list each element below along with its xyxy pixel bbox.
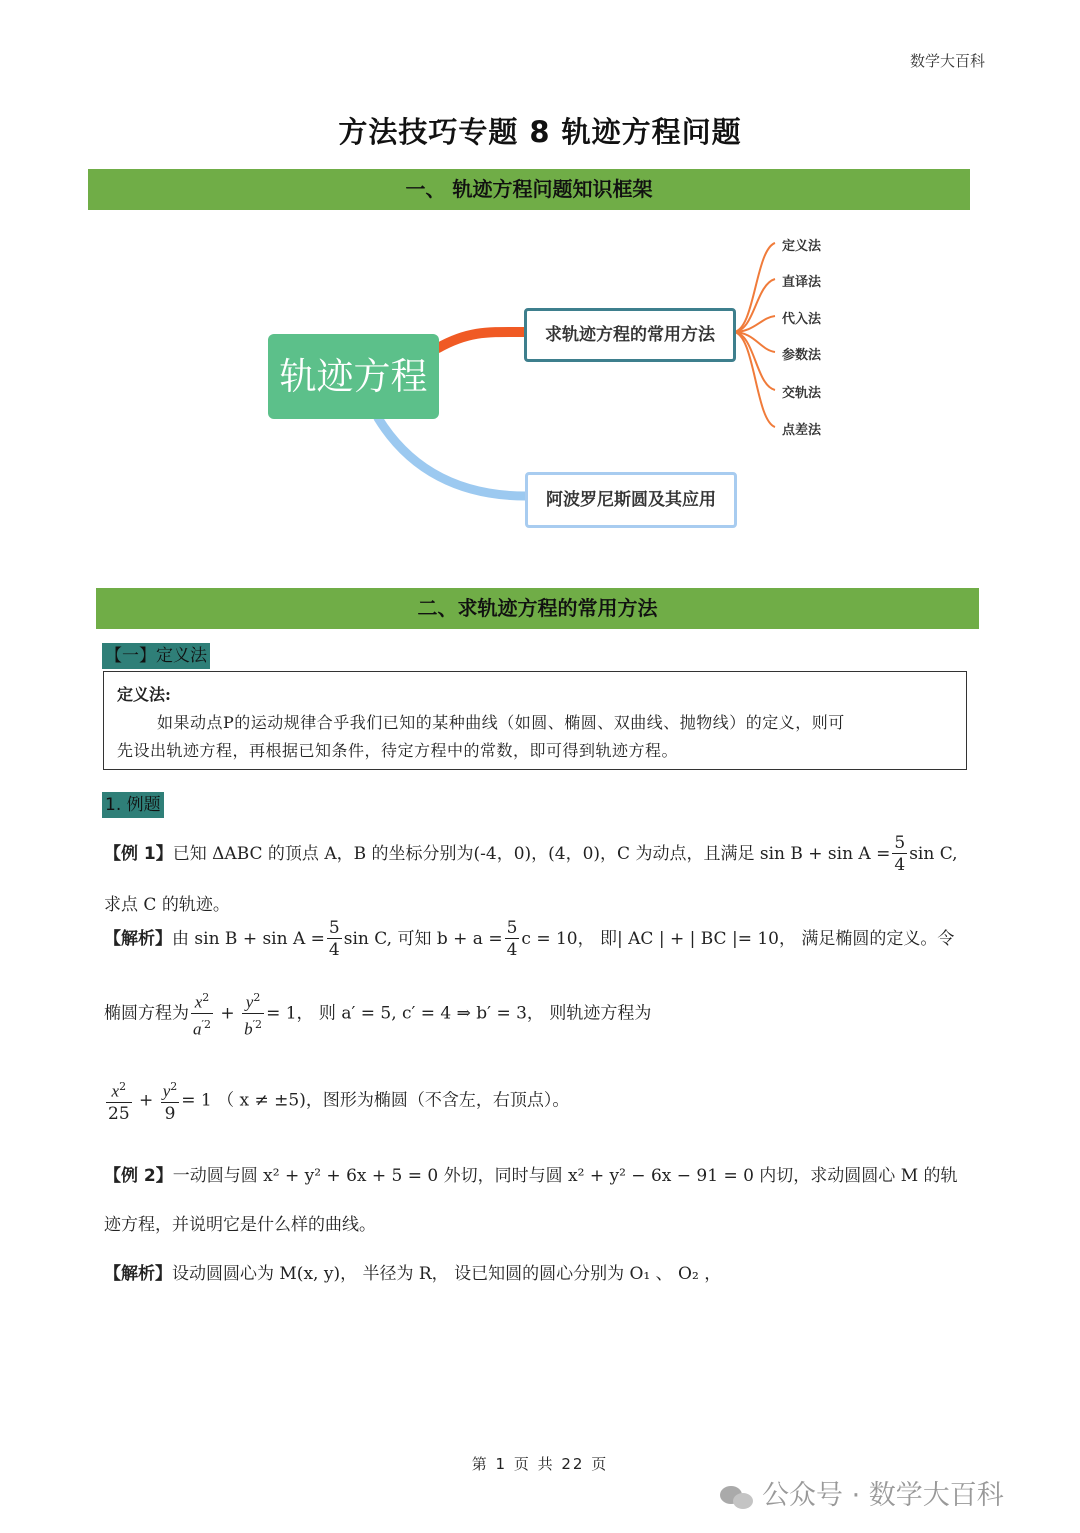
- page-number: 第 1 页 共 22 页: [471, 1455, 609, 1473]
- example-2: 【例 2】一动圆与圆 x² + y² + 6x + 5 = 0 外切，同时与圆 x² + y² − 6x − 91 = 0 内切，求动圆圆心 M 的轨: [104, 1166, 958, 1186]
- mindmap-leaf: 直译法: [782, 275, 822, 290]
- section-heading-1: 一、 轨迹方程问题知识框架: [88, 169, 970, 210]
- mindmap-leaf: 交轨法: [782, 386, 822, 401]
- solution-1-result: $\frac{x^2}{25}$ + $\frac{y^2}{9}$ = 1 （ x ≠ ±5)，图形为椭圆（不含左，右顶点）。: [104, 1077, 569, 1125]
- definition-title: 定义法:: [117, 685, 171, 704]
- method-tag: 【一】定义法: [102, 643, 210, 669]
- fraction: $\frac{x^2}{a^{'2}}$: [191, 988, 213, 1040]
- mindmap-leaf: 参数法: [782, 348, 822, 363]
- example-2-line2: 迹方程，并说明它是什么样的曲线。: [104, 1215, 376, 1235]
- mindmap-leaf: 代入法: [782, 312, 822, 327]
- example-text: sin C,: [909, 844, 958, 864]
- solution-label: 【解析】: [104, 1264, 172, 1284]
- mindmap-branch-apollonius: 阿波罗尼斯圆及其应用: [525, 472, 737, 528]
- wechat-icon: [720, 1484, 754, 1510]
- example-1: [104, 833, 958, 876]
- leaf-connectors: [733, 243, 775, 427]
- example-1-line2: 求点 C 的轨迹。: [104, 895, 230, 915]
- solution-label: 【解析】: [104, 929, 172, 949]
- examples-tag: 1. 例题: [102, 792, 164, 818]
- solution-1: 【解析】由 sin B + sin A = $\frac{5}{4}$ sin C, 可知 b + a = $\frac{5}{4}$ c = 10， 即| AC | + | BC |= 10， 满足椭圆的定义。令: [104, 918, 955, 960]
- fraction: $\frac{x^2}{25}$: [106, 1077, 132, 1125]
- page-title: 方法技巧专题 8 轨迹方程问题: [338, 115, 742, 149]
- solution-1-ellipse: 椭圆方程为 $\frac{x^2}{a^{'2}}$ + $\frac{y^2}{b^{'2}}$ = 1， 则 a′ = 5, c′ = 4 ⇒ b′ = 3， 则轨迹方程为: [104, 988, 651, 1040]
- example-text: 已知 ΔABC 的顶点 A，B 的坐标分别为(-4，0)，(4，0)，C 为动点，且满足 sin B + sin A =: [172, 844, 891, 864]
- watermark: [720, 1473, 1004, 1512]
- mindmap-root: 轨迹方程: [268, 334, 439, 419]
- fraction: $\frac{5}{4}$: [328, 918, 340, 960]
- header-brand: 数学大百科: [909, 52, 985, 70]
- definition-line: 先设出轨迹方程，再根据已知条件，待定方程中的常数，即可得到轨迹方程。: [117, 741, 679, 760]
- fraction: $\frac{y^2}{9}$: [161, 1077, 180, 1125]
- mindmap-leaf: 点差法: [782, 423, 822, 438]
- watermark-text: 公众号 · 数学大百科: [762, 1480, 1004, 1511]
- solution-2: 【解析】设动圆圆心为 M(x, y)， 半径为 R， 设已知圆的圆心分别为 O₁ 、 O₂ ，: [104, 1264, 722, 1284]
- mindmap-branch-methods: 求轨迹方程的常用方法: [524, 308, 736, 362]
- mindmap-leaf: 定义法: [782, 239, 822, 254]
- example-label: 【例 1】: [104, 844, 173, 864]
- example-label: 【例 2】: [104, 1166, 173, 1186]
- branch1-connector: [438, 332, 526, 348]
- fraction: $\frac{5}{4}$: [506, 918, 518, 960]
- definition-line: 如果动点P的运动规律合乎我们已知的某种曲线（如圆、椭圆、双曲线、抛物线）的定义，则可: [157, 713, 845, 732]
- section-heading-2: 二、求轨迹方程的常用方法: [96, 588, 979, 629]
- branch2-connector: [378, 418, 526, 496]
- fraction: $\frac{5}{4}$: [894, 833, 906, 875]
- fraction: $\frac{y^2}{b^{'2}}$: [242, 988, 264, 1040]
